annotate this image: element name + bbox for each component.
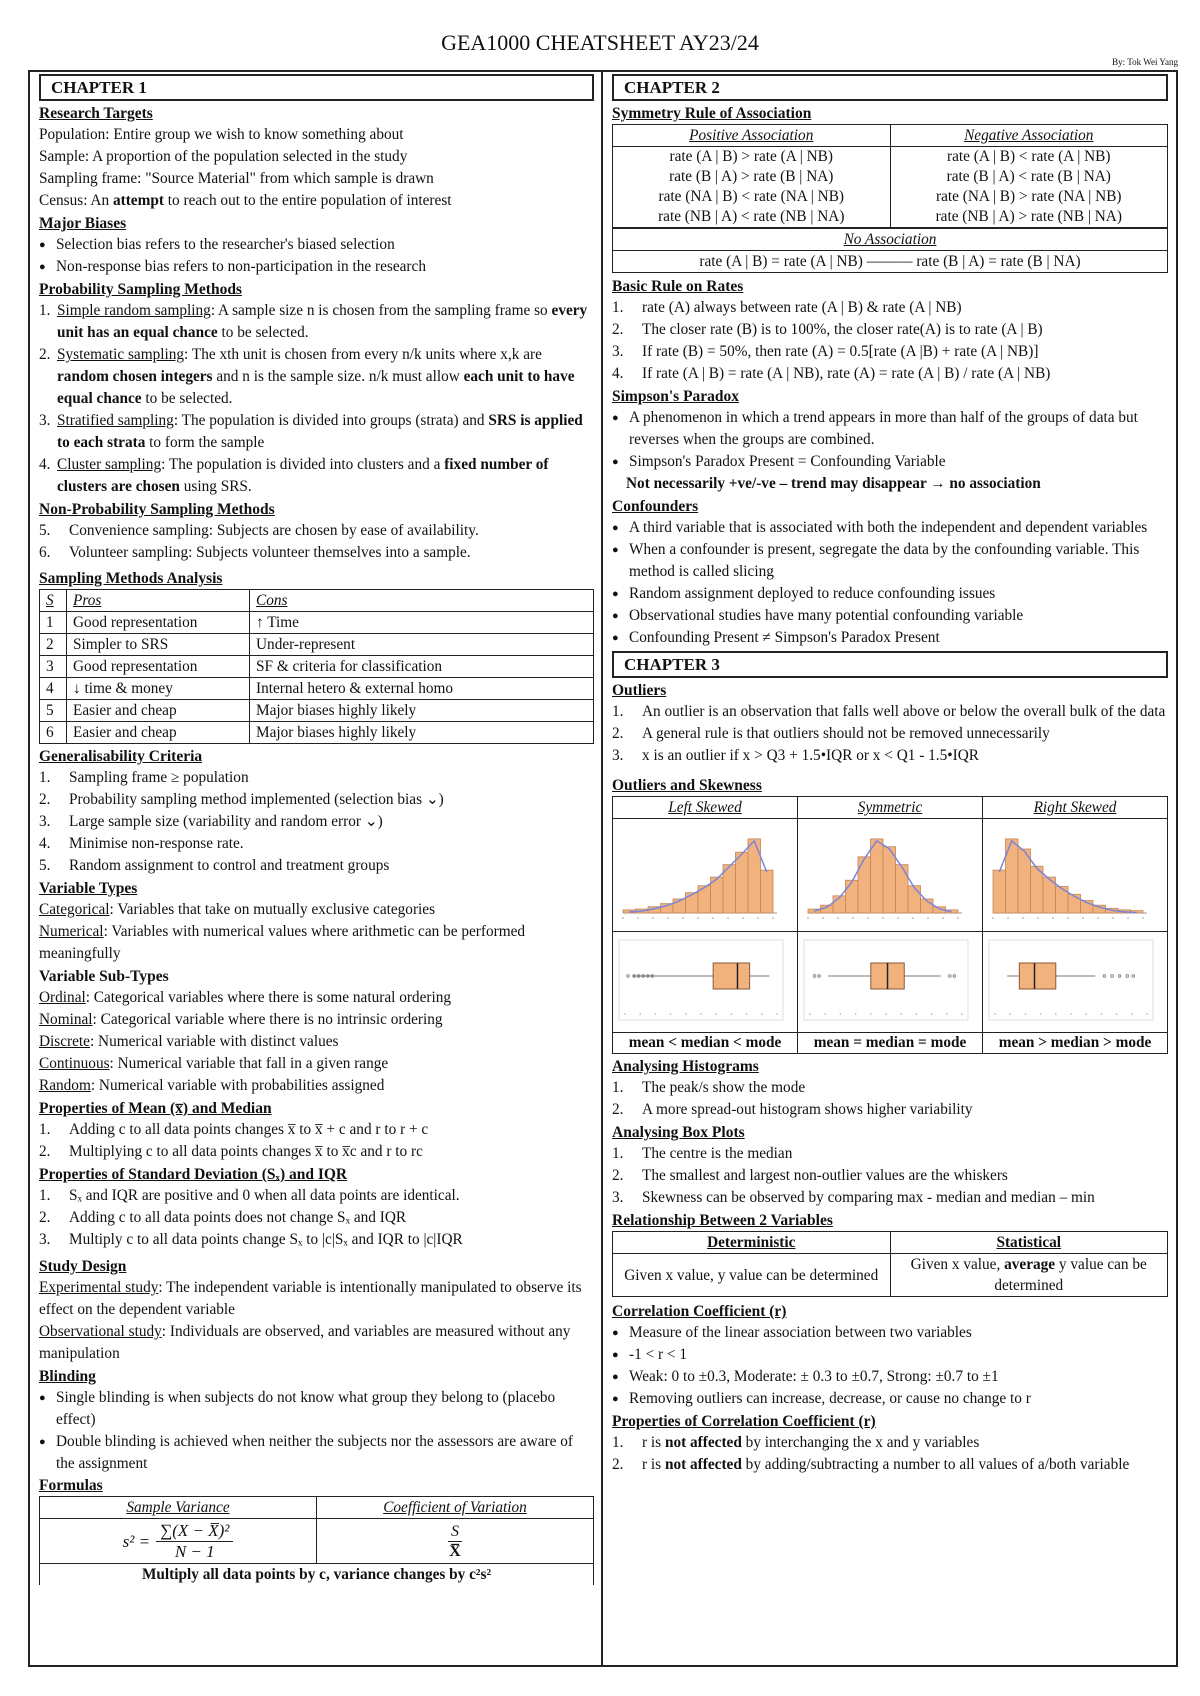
list-item: 5. Random assignment to control and treatment groups <box>39 857 390 874</box>
list-item: 2. A general rule is that outliers should not be removed unnecessarily <box>612 725 1050 742</box>
standard-deviation-list <box>39 1185 594 1251</box>
histogram-bar <box>883 847 896 913</box>
column-header: Statistical <box>890 1232 1168 1254</box>
table-header-row <box>613 1232 1168 1254</box>
table-row <box>40 1564 594 1586</box>
confounders-heading: Confounders <box>612 498 699 515</box>
table-cell: 4 <box>40 678 67 700</box>
list-item: 2. Probability sampling method implemented (selection bias ⌄) <box>39 791 444 808</box>
list-item: 1. The centre is the median <box>612 1145 793 1162</box>
symmetric-histogram <box>798 819 983 932</box>
table-row <box>40 1519 594 1564</box>
standard-deviation-heading: Properties of Standard Deviation (Sₓ) and IQR <box>39 1166 348 1183</box>
research-line: Population: Entire group we wish to know something about <box>39 126 404 143</box>
axis-tick <box>882 917 884 919</box>
mean-median-heading: Properties of Mean (x̅) and Median <box>39 1100 272 1117</box>
list-item: ● Measure of the linear association between two variables <box>612 1322 1168 1344</box>
subtype-line: Discrete: Numerical variable with distinct values <box>39 1033 339 1050</box>
table-cell: ↓ time & money <box>67 678 250 700</box>
analysing-boxplots-heading: Analysing Box Plots <box>612 1124 745 1141</box>
right-column <box>612 74 1168 1476</box>
boxplot-chart <box>802 938 972 1026</box>
list-item: ● Single blinding is when subjects do not know what group they belong to (placebo effect) <box>39 1387 594 1431</box>
axis-tick <box>776 1013 778 1015</box>
list-item: 1. Adding c to all data points changes x̅ to x̅ + c and r to r + c <box>39 1121 429 1138</box>
page-title: GEA1000 CHEATSHEET AY23/24 <box>441 30 759 55</box>
axis-tick <box>1067 917 1069 919</box>
list-item: 1. The peak/s show the mode <box>612 1079 806 1096</box>
list-item: 1. r is not affected by interchanging the x and y variables <box>612 1434 980 1451</box>
axis-tick <box>885 1013 887 1015</box>
axis-tick <box>682 917 684 919</box>
table-cell: 1 <box>40 612 67 634</box>
cv-numerator: S <box>448 1522 462 1542</box>
symmetry-table <box>612 124 1168 273</box>
table-row <box>40 656 594 678</box>
column-header: Positive Association <box>613 125 891 147</box>
axis-tick <box>942 917 944 919</box>
basic-rule-heading: Basic Rule on Rates <box>612 278 744 295</box>
list-item: ● Weak: 0 to ±0.3, Moderate: ± 0.3 to ±0.7, Strong: ±0.7 to ±1 <box>612 1366 1168 1388</box>
table-cell: Under-represent <box>250 634 594 656</box>
column-header: Deterministic <box>613 1232 891 1254</box>
variable-types-heading: Variable Types <box>39 880 138 897</box>
column-header: Left Skewed <box>613 797 798 819</box>
symmetry-rule-heading: Symmetry Rule of Association <box>612 105 812 122</box>
axis-tick <box>1055 1013 1057 1015</box>
column-header: No Association <box>613 228 1168 251</box>
histogram-chart <box>987 825 1157 925</box>
histogram-bar <box>736 852 749 913</box>
axis-tick <box>900 1013 902 1015</box>
axis-tick <box>824 1013 826 1015</box>
research-line: Sampling frame: "Source Material" from which sample is drawn <box>39 170 434 187</box>
table-cell: 3 <box>40 656 67 678</box>
axis-tick <box>1007 917 1009 919</box>
skewness-heading: Outliers and Skewness <box>612 777 762 794</box>
axis-tick <box>809 1013 811 1015</box>
table-cell: ↑ Time <box>250 612 594 634</box>
column-header: Right Skewed <box>983 797 1168 819</box>
axis-tick <box>622 917 624 919</box>
formula-lhs: s² = <box>122 1531 151 1551</box>
list-item: ● Removing outliers can increase, decrease, or cause no change to r <box>612 1388 1168 1410</box>
correlation-heading: Correlation Coefficient (r) <box>612 1303 787 1320</box>
histogram-bar <box>686 893 699 913</box>
symmetric-boxplot <box>798 932 983 1033</box>
table-cell: rate (A | B) > rate (A | NB) rate (B | A) > rate (B | NA) rate (NA | B) < rate (NA | NB) rate (NB | A) < rate (NB | NA) <box>613 147 891 229</box>
table-cell: Easier and cheap <box>67 722 250 744</box>
histogram-bar <box>858 857 871 913</box>
table-row <box>613 932 1168 1033</box>
axis-tick <box>1022 917 1024 919</box>
outliers-heading: Outliers <box>612 682 667 699</box>
table-header-row <box>613 125 1168 147</box>
table-row <box>40 700 594 722</box>
axis-tick <box>1116 1013 1118 1015</box>
histogram-bar <box>908 886 921 913</box>
table-cell: Given x value, average y value can be determined <box>890 1254 1168 1297</box>
generalisability-list <box>39 767 594 877</box>
axis-tick <box>712 917 714 919</box>
variance-note: Multiply all data points by c, variance changes by c²s² <box>40 1564 594 1586</box>
table-cell: Major biases highly likely <box>250 700 594 722</box>
research-targets-heading: Research Targets <box>39 105 153 122</box>
axis-tick <box>757 917 759 919</box>
list-item: 3. x is an outlier if x > Q3 + 1.5•IQR or x < Q1 - 1.5•IQR <box>612 747 979 764</box>
left-column <box>39 74 594 1585</box>
table-cell: rate (A | B) < rate (A | NB) rate (B | A) < rate (B | NA) rate (NA | B) > rate (NA | NB) rate (NB | A) > rate (NB | NA) <box>890 147 1168 229</box>
subtype-line: Continuous: Numerical variable that fall in a given range <box>39 1055 389 1072</box>
axis-tick <box>731 1013 733 1015</box>
axis-tick <box>1101 1013 1103 1015</box>
box <box>713 963 749 989</box>
column-header: Sample Variance <box>40 1497 317 1519</box>
axis-tick <box>700 1013 702 1015</box>
right-skewed-boxplot <box>983 932 1168 1033</box>
list-item: 3. Multiply c to all data points change Sₓ to |c|Sₓ and IQR to |c|IQR <box>39 1231 463 1248</box>
axis-tick <box>994 1013 996 1015</box>
list-item: ● Simpson's Paradox Present = Confounding Variable <box>612 451 1168 473</box>
axis-tick <box>1052 917 1054 919</box>
axis-tick <box>1127 917 1129 919</box>
axis-tick <box>1131 1013 1133 1015</box>
table-row <box>613 147 1168 229</box>
axis-tick <box>837 917 839 919</box>
plot-area <box>989 940 1153 1020</box>
axis-tick <box>1112 917 1114 919</box>
simpsons-list <box>612 407 1168 473</box>
histogram-bar <box>993 870 1006 913</box>
axis-tick <box>670 1013 672 1015</box>
blinding-list <box>39 1387 594 1475</box>
axis-tick <box>1142 917 1144 919</box>
table-row <box>613 228 1168 251</box>
table-cell: Good representation <box>67 656 250 678</box>
numerical-definition: Numerical: Variables with numerical values where arithmetic can be performed meaningfully <box>39 923 526 962</box>
right-skewed-histogram <box>983 819 1168 932</box>
box <box>1019 963 1055 989</box>
left-skewed-boxplot <box>613 932 798 1033</box>
axis-tick <box>946 1013 948 1015</box>
table-header-row <box>40 1497 594 1519</box>
histogram-bar <box>1031 866 1044 913</box>
table-cell: Simpler to SRS <box>67 634 250 656</box>
axis-tick <box>1025 1013 1027 1015</box>
census-line: Census: An attempt to reach out to the entire population of interest <box>39 192 452 209</box>
probability-sampling-list <box>39 300 594 498</box>
column-header: Symmetric <box>798 797 983 819</box>
research-line: Sample: A proportion of the population selected in the study <box>39 148 408 165</box>
axis-tick <box>742 917 744 919</box>
histogram-chart <box>617 825 787 925</box>
mean-median-list <box>39 1119 594 1163</box>
axis-tick <box>685 1013 687 1015</box>
table-row <box>40 634 594 656</box>
histogram-bar <box>1018 849 1031 913</box>
list-item: 2. The smallest and largest non-outlier values are the whiskers <box>612 1167 1008 1184</box>
plot-area <box>619 940 783 1020</box>
chapter-2-title: CHAPTER 2 <box>612 74 1168 101</box>
list-item: 2. Adding c to all data points does not change Sₓ and IQR <box>39 1209 407 1226</box>
axis-tick <box>655 1013 657 1015</box>
generalisability-heading: Generalisability Criteria <box>39 748 203 765</box>
outliers-list <box>612 701 1168 767</box>
axis-tick <box>1009 1013 1011 1015</box>
boxplot-chart <box>617 938 787 1026</box>
axis-tick <box>1082 917 1084 919</box>
sampling-analysis-heading: Sampling Methods Analysis <box>39 570 223 587</box>
experimental-study-definition: Experimental study: The independent variable is intentionally manipulated to observe its effect on the dependent variable <box>39 1279 582 1318</box>
sample-variance-formula <box>40 1519 317 1564</box>
formula-denominator: N − 1 <box>174 1541 215 1561</box>
table-row <box>613 819 1168 932</box>
axis-tick <box>807 917 809 919</box>
correlation-properties-heading: Properties of Correlation Coefficient (r) <box>612 1413 876 1430</box>
list-item: 4. Minimise non-response rate. <box>39 835 244 852</box>
axis-tick <box>639 1013 641 1015</box>
list-item: 6. Volunteer sampling: Subjects volunteer themselves into a sample. <box>39 544 471 561</box>
list-item: 1. Sampling frame ≥ population <box>39 769 249 786</box>
table-cell: 6 <box>40 722 67 744</box>
variable-subtypes-heading: Variable Sub-Types <box>39 968 169 985</box>
subtype-line: Nominal: Categorical variable where there is no intrinsic ordering <box>39 1011 443 1028</box>
list-item: ● Double blinding is achieved when neither the subjects nor the assessors are aware of the assignment <box>39 1431 594 1475</box>
list-item: 3. Skewness can be observed by comparing max - median and median – min <box>612 1189 1095 1206</box>
table-row <box>613 251 1168 273</box>
histograms-list <box>612 1077 1168 1121</box>
analysing-histograms-heading: Analysing Histograms <box>612 1058 759 1075</box>
axis-tick <box>870 1013 872 1015</box>
major-biases-heading: Major Biases <box>39 215 127 232</box>
axis-tick <box>957 917 959 919</box>
list-item: 1. Sₓ and IQR are positive and 0 when all data points are identical. <box>39 1187 460 1204</box>
skew-caption: mean < median < mode <box>613 1033 798 1054</box>
axis-tick <box>652 917 654 919</box>
axis-tick <box>852 917 854 919</box>
axis-tick <box>912 917 914 919</box>
axis-tick <box>992 917 994 919</box>
axis-tick <box>1040 1013 1042 1015</box>
list-item: 4. If rate (A | B) = rate (A | NB), rate (A) = rate (A | B) / rate (A | NB) <box>612 365 1051 382</box>
axis-tick <box>1085 1013 1087 1015</box>
axis-tick <box>855 1013 857 1015</box>
skew-caption: mean = median = mode <box>798 1033 983 1054</box>
simpsons-paradox-heading: Simpson's Paradox <box>612 388 740 405</box>
table-row <box>40 678 594 700</box>
axis-tick <box>624 1013 626 1015</box>
non-probability-heading: Non-Probability Sampling Methods <box>39 501 275 518</box>
coefficient-of-variation-formula <box>317 1519 594 1564</box>
cv-denominator: X̅ <box>449 1543 461 1560</box>
left-skewed-histogram <box>613 819 798 932</box>
axis-tick <box>931 1013 933 1015</box>
histogram-bar <box>846 880 859 913</box>
axis-tick <box>927 917 929 919</box>
list-item: 2. The closer rate (B) is to 100%, the closer rate(A) is to rate (A | B) <box>612 321 1043 338</box>
non-probability-list <box>39 520 594 564</box>
list-item: 1. Simple random sampling: A sample size n is chosen from the sampling frame so every unit has an equal chance to be selected. <box>39 302 588 341</box>
sampling-analysis-table <box>39 589 594 744</box>
column-header: S <box>40 590 67 612</box>
list-item: 3. If rate (B) = 50%, then rate (A) = 0.5[rate (A |B) + rate (A | NB)] <box>612 343 1039 360</box>
axis-tick <box>1037 917 1039 919</box>
chapter-3-title: CHAPTER 3 <box>612 651 1168 678</box>
list-item: ● A third variable that is associated with both the independent and dependent variables <box>612 517 1168 539</box>
formulas-table <box>39 1496 594 1585</box>
table-cell: 2 <box>40 634 67 656</box>
histogram-bar <box>896 865 909 913</box>
subtype-line: Ordinal: Categorical variables where there is some natural ordering <box>39 989 452 1006</box>
column-divider <box>601 70 603 1667</box>
table-cell: Major biases highly likely <box>250 722 594 744</box>
list-item: 4. Cluster sampling: The population is divided into clusters and a fixed number of clusters are chosen using SRS. <box>39 456 549 495</box>
list-item: 1. rate (A) always between rate (A | B) & rate (A | NB) <box>612 299 962 316</box>
axis-tick <box>1146 1013 1148 1015</box>
histogram-bar <box>871 839 884 913</box>
observational-study-definition: Observational study: Individuals are observed, and variables are measured without any manipulation <box>39 1323 571 1362</box>
table-header-row <box>40 590 594 612</box>
boxplots-list <box>612 1143 1168 1209</box>
column-header: Pros <box>67 590 250 612</box>
study-design-heading: Study Design <box>39 1258 127 1275</box>
table-row <box>40 612 594 634</box>
table-cell: rate (A | B) = rate (A | NB) ——— rate (B | A) = rate (B | NA) <box>613 251 1168 273</box>
basic-rule-list <box>612 297 1168 385</box>
formulas-heading: Formulas <box>39 1477 103 1494</box>
list-item: 3. Large sample size (variability and random error ⌄) <box>39 813 383 830</box>
correlation-properties-list <box>612 1432 1168 1476</box>
column-header: Cons <box>250 590 594 612</box>
categorical-definition: Categorical: Variables that take on mutually exclusive categories <box>39 901 436 918</box>
axis-tick <box>637 917 639 919</box>
axis-tick <box>916 1013 918 1015</box>
histogram-bar <box>1093 905 1106 913</box>
axis-tick <box>1097 917 1099 919</box>
list-item: 2. Multiplying c to all data points changes x̅ to x̅c and r to rc <box>39 1143 423 1160</box>
axis-tick <box>746 1013 748 1015</box>
axis-tick <box>772 917 774 919</box>
axis-tick <box>897 917 899 919</box>
axis-tick <box>822 917 824 919</box>
axis-tick <box>961 1013 963 1015</box>
list-item: 3. Stratified sampling: The population is divided into groups (strata) and SRS is applied to each strata to form the sample <box>39 412 583 451</box>
correlation-list <box>612 1322 1168 1410</box>
simpsons-note: Not necessarily +ve/-ve – trend may disappear → no association <box>626 475 1041 492</box>
table-cell: SF & criteria for classification <box>250 656 594 678</box>
axis-tick <box>667 917 669 919</box>
list-item: ● -1 < r < 1 <box>612 1344 1168 1366</box>
list-item: ● Confounding Present ≠ Simpson's Paradox Present <box>612 627 1168 649</box>
axis-tick <box>840 1013 842 1015</box>
list-item: ● Random assignment deployed to reduce confounding issues <box>612 583 1168 605</box>
blinding-heading: Blinding <box>39 1368 96 1385</box>
column-header: Coefficient of Variation <box>317 1497 594 1519</box>
axis-tick <box>867 917 869 919</box>
table-cell: 5 <box>40 700 67 722</box>
histogram-chart <box>802 825 972 925</box>
table-row <box>40 722 594 744</box>
table-cell: Internal hetero & external homo <box>250 678 594 700</box>
probability-sampling-heading: Probability Sampling Methods <box>39 281 242 298</box>
table-row <box>613 1254 1168 1297</box>
table-row <box>613 1033 1168 1054</box>
list-item: 2. A more spread-out histogram shows higher variability <box>612 1101 973 1118</box>
axis-tick <box>761 1013 763 1015</box>
list-item: ● When a confounder is present, segregate the data by the confounding variable. This method is called slicing <box>612 539 1168 583</box>
skewness-table <box>612 796 1168 1054</box>
subtype-line: Random: Numerical variable with probabilities assigned <box>39 1077 385 1094</box>
list-item: 2. Systematic sampling: The xth unit is chosen from every n/k units where x,k are random chosen integers and n is the sample size. n/k must allow each unit to have equal chance to be selected. <box>39 346 575 407</box>
axis-tick <box>1070 1013 1072 1015</box>
list-item: ● Selection bias refers to the researcher's biased selection <box>39 234 594 256</box>
skew-caption: mean > median > mode <box>983 1033 1168 1054</box>
list-item: ● A phenomenon in which a trend appears in more than half of the groups of data but reverses when the groups are combined. <box>612 407 1168 451</box>
histogram-bar <box>761 870 774 913</box>
axis-tick <box>697 917 699 919</box>
table-cell: Easier and cheap <box>67 700 250 722</box>
axis-tick <box>727 917 729 919</box>
list-item: ● Observational studies have many potential confounding variable <box>612 605 1168 627</box>
biases-list <box>39 234 594 278</box>
relationship-heading: Relationship Between 2 Variables <box>612 1212 833 1229</box>
formula-numerator: ∑(X − X̅)² <box>156 1521 233 1542</box>
table-cell: Good representation <box>67 612 250 634</box>
list-item: ● Non-response bias refers to non-participation in the research <box>39 256 594 278</box>
list-item: 1. An outlier is an observation that falls well above or below the overall bulk of the data <box>612 703 1166 720</box>
confounders-list <box>612 517 1168 649</box>
axis-tick <box>715 1013 717 1015</box>
relationship-table <box>612 1231 1168 1297</box>
boxplot-chart <box>987 938 1157 1026</box>
column-header: Negative Association <box>890 125 1168 147</box>
table-cell: Given x value, y value can be determined <box>613 1254 891 1297</box>
list-item: 5. Convenience sampling: Subjects are chosen by ease of availability. <box>39 522 479 539</box>
table-header-row <box>613 797 1168 819</box>
list-item: 2. r is not affected by adding/subtracting a number to all values of a/both variable <box>612 1456 1130 1473</box>
chapter-1-title: CHAPTER 1 <box>39 74 594 101</box>
author-byline: By: Tok Wei Yang <box>1112 57 1178 67</box>
